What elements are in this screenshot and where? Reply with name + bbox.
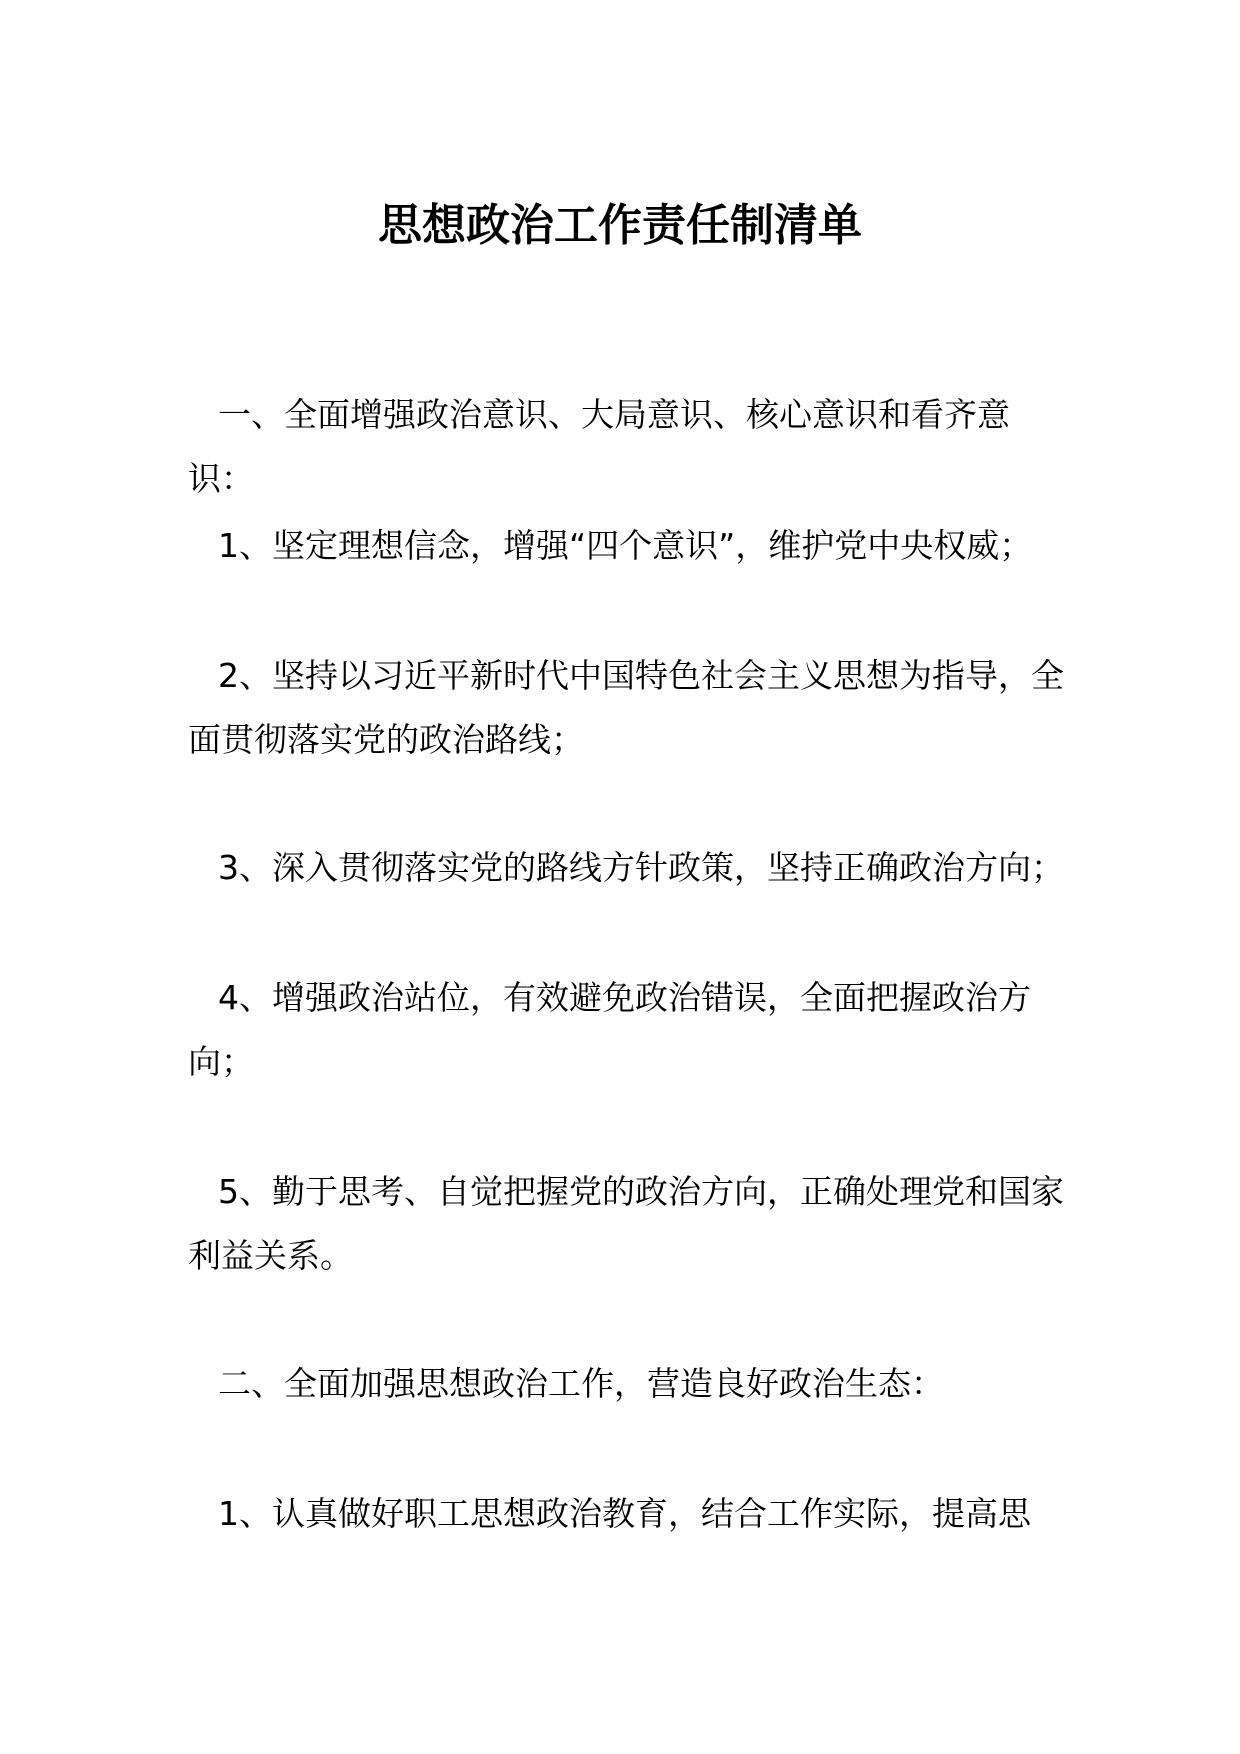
section-heading-2: 二、全面加强思想政治工作，营造良好政治生态：	[218, 1364, 944, 1403]
list-item-1-3: 3、深入贯彻落实党的路线方针政策，坚持正确政治方向；	[218, 848, 1064, 887]
document-title: 思想政治工作责任制清单	[378, 200, 862, 251]
list-item-1-5: 5、勤于思考、自觉把握党的政治方向，正确处理党和国家利益关系。	[188, 1172, 1064, 1275]
list-item-1-1: 1、坚定理想信念，增强“四个意识”，维护党中央权威；	[218, 526, 1033, 565]
list-item-1-2: 2、坚持以习近平新时代中国特色社会主义思想为指导，全面贯彻落实党的政治路线；	[188, 656, 1064, 759]
list-item-1-4: 4、增强政治站位，有效避免政治错误，全面把握政治方向；	[188, 978, 1031, 1081]
section-heading-1: 一、全面增强政治意识、大局意识、核心意识和看齐意识：	[188, 395, 1010, 498]
list-item-2-1: 1、认真做好职工思想政治教育，结合工作实际，提高思	[218, 1494, 1031, 1533]
